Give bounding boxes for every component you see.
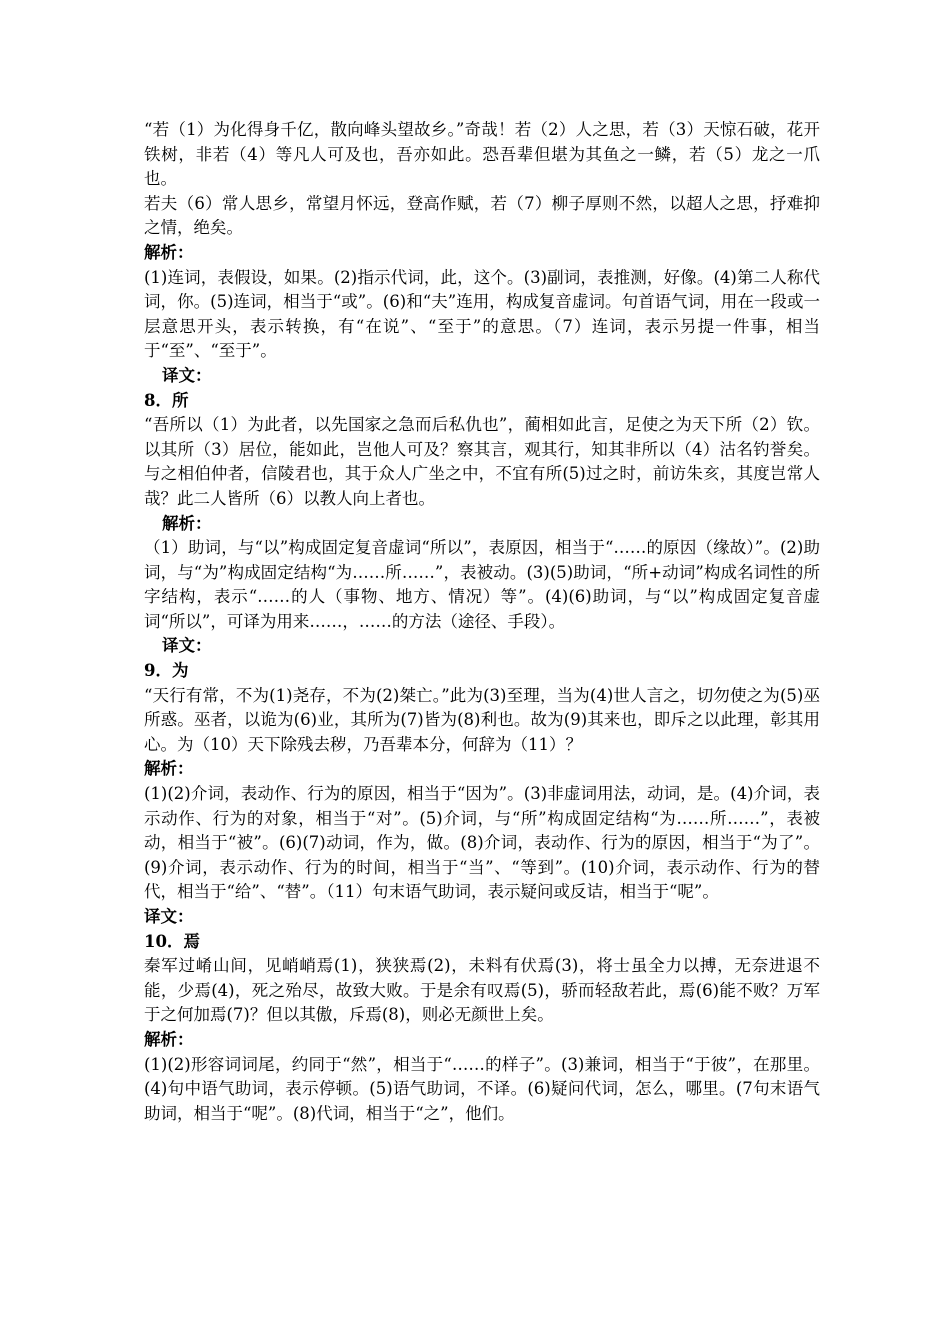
analysis-wei: (1)(2)介词，表动作、行为的原因，相当于“因为”。(3)非虚词用法，动词，是。(4)介词，表示动作、行为的对象，相当于“对”。(5)介词，与“所”构成固定结构“为……所……”，表被动，相当于“被”。(6)(7)动词，作为，做。(8)介词，表动作、行为的原因，相当于“为了”。(9)介词，表示动作、行为的时间，相当于“当”、“等到”。(10)介词，表示动作、行为的替代，相当于“给”、“替”。（11）句末语气助词，表示疑问或反诘，相当于“呢”。 — [144, 784, 820, 902]
section-heading-yan: 10．焉 — [144, 931, 200, 951]
analysis-label: 解析： — [162, 513, 212, 533]
section-heading-suo: 8．所 — [144, 390, 189, 410]
translation-label: 译文： — [144, 907, 194, 926]
analysis-yan: (1)(2)形容词词尾，约同于“然”，相当于“……的样子”。(3)兼词，相当于“于彼”，在那里。(4)句中语气助词，表示停顿。(5)语气助词，不译。(6)疑问代词，怎么，哪里。(7句末语气助词，相当于“呢”。(8)代词，相当于“之”，他们。 — [144, 1054, 820, 1123]
passage-yan: 秦军过崤山间，见峭峭焉(1)，狭狭焉(2)，未料有伏焉(3)，将士虽全力以搏，无奈进退不能，少焉(4)，死之殆尽，故致大败。于是余有叹焉(5)，骄而轻敌若此，焉(6)能不败？万军于之何加焉(7)？但以其傲，斥焉(8)，则必无颜世上矣。 — [144, 956, 820, 1025]
passage-ruo-1: “若（1）为化得身千亿，散向峰头望故乡。”奇哉！若（2）人之思，若（3）天惊石破，花开铁树，非若（4）等凡人可及也，吾亦如此。恐吾辈但堪为其鱼之一鳞，若（5）龙之一爪也。 — [144, 120, 820, 189]
passage-suo: “吾所以（1）为此者，以先国家之急而后私仇也”，蔺相如此言，足使之为天下所（2）钦。以其所（3）居位，能如此，岂他人可及？察其言，观其行，知其非所以（4）沽名钓誉矣。与之相伯仲者，信陵君也，其于众人广坐之中，不宜有所(5)过之时，前访朱亥，其度岂常人哉？此二人皆所（6）以教人向上者也。 — [144, 415, 820, 508]
analysis-ruo: (1)连词，表假设，如果。(2)指示代词，此，这个。(3)副词，表推测，好像。(4)第二人称代词，你。(5)连词，相当于“或”。(6)和“夫”连用，构成复音虚词。句首语气词，用在一段或一层意思开头，表示转换，有“在说”、“至于”的意思。（7）连词，表示另提一件事，相当于“至”、“至于”。 — [144, 267, 820, 361]
section-heading-wei: 9．为 — [144, 661, 189, 681]
document-body — [144, 118, 820, 1126]
passage-ruo-2: 若夫（6）常人思乡，常望月怀远，登高作赋，若（7）柳子厚则不然，以超人之思，抒难抑之情，绝矣。 — [144, 193, 820, 238]
analysis-suo: （1）助词，与“以”构成固定复音虚词“所以”，表原因，相当于“……的原因（缘故）”。(2)助词，与“为”构成固定结构“为……所……”，表被动。(3)(5)助词，“所+动词”构成名词性的所字结构，表示“……的人（事物、地方、情况）等”。(4)(6)助词，与“以”构成固定复音虚词“所以”，可译为用来……，……的方法（途径、手段）。 — [144, 538, 820, 631]
translation-label: 译文： — [162, 636, 212, 656]
analysis-label: 解析： — [144, 242, 194, 262]
passage-wei: “天行有常，不为(1)尧存，不为(2)桀亡。”此为(3)至理，当为(4)世人言之，切勿使之为(5)巫所惑。巫者，以诡为(6)业，其所为(7)皆为(8)利也。故为(9)其来也，即斥之以此理，彰其用心。为（10）天下除残去秽，乃吾辈本分，何辞为（11）？ — [144, 685, 820, 754]
analysis-label: 解析： — [144, 759, 194, 779]
translation-label: 译文： — [162, 365, 212, 385]
analysis-label: 解析： — [144, 1029, 194, 1049]
